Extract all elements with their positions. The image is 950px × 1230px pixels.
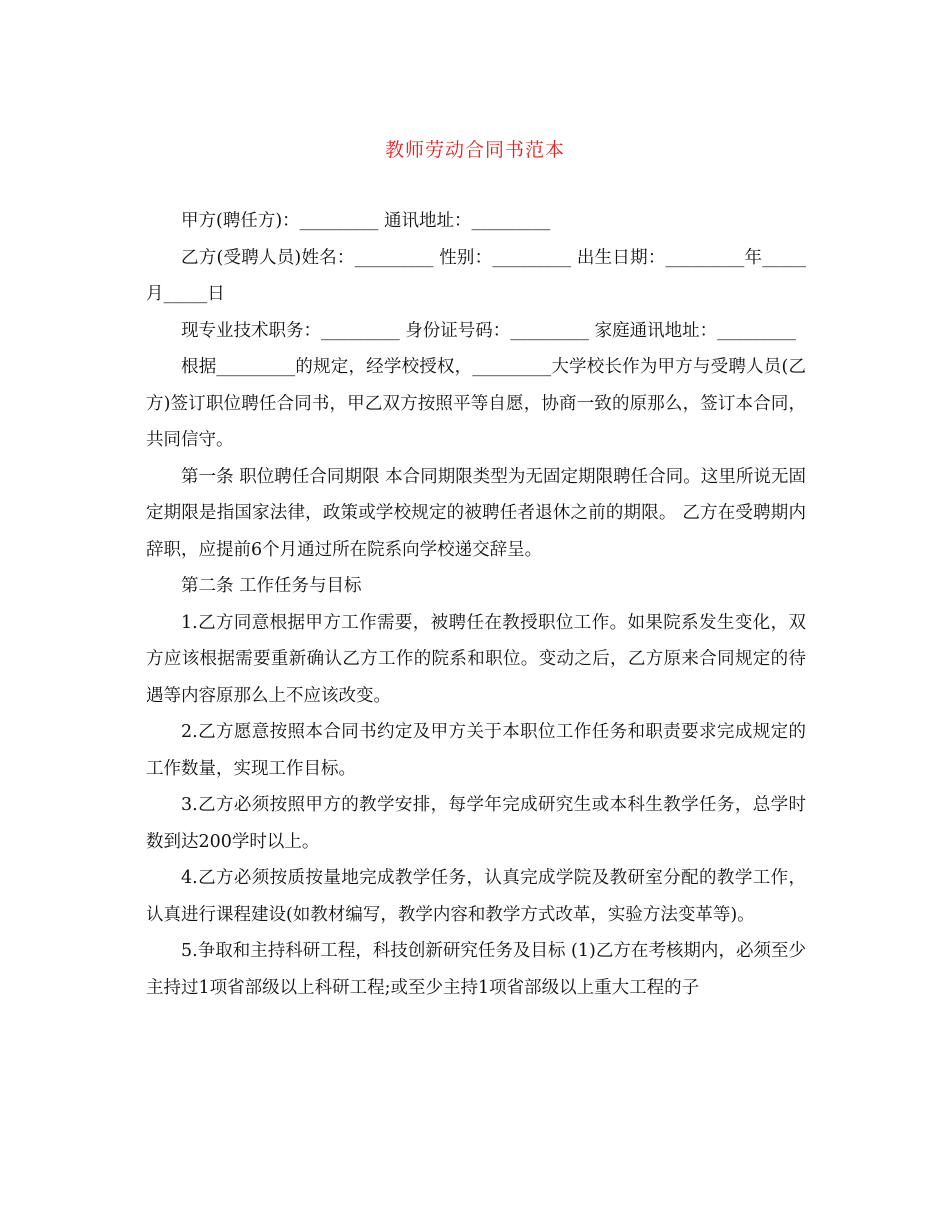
clause-5-paragraph: 5.争取和主持科研工程，科技创新研究任务及目标 (1)乙方在考核期内，必须至少主持过1项省部级以上科研工程;或至少主持1项省部级以上重大工程的子 [146,941,806,998]
clause-1-paragraph: 1.乙方同意根据甲方工作需要，被聘任在教授职位工作。如果院系发生变化，双方应该根据需要重新确认乙方工作的院系和职位。变动之后，乙方原来合同规定的待遇等内容原那么上不应该改变。 [146,612,806,706]
clause-4-paragraph: 4.乙方必须按质按量地完成教学任务，认真完成学院及教研室分配的教学工作，认真进行课程建设(如教材编写，教学内容和教学方式改革，实验方法变革等)。 [146,868,806,925]
party-a-line: 甲方(聘任方)：_________ 通讯地址：_________ [181,211,551,231]
document-title: 教师劳动合同书范本 [384,139,565,161]
preamble-paragraph: 根据_________的规定，经学校授权，_________大学校长作为甲方与受聘人员(乙方)签订职位聘任合同书，甲乙双方按照平等自愿，协商一致的原那么，签订本合同，共同信守。 [146,357,806,450]
clause-2-paragraph: 2.乙方愿意按照本合同书约定及甲方关于本职位工作任务和职责要求完成规定的工作数量，实现工作目标。 [146,722,806,779]
document-body [146,203,806,1006]
article-1-paragraph: 第一条 职位聘任合同期限 本合同期限类型为无固定期限聘任合同。这里所说无固定期限是指国家法律，政策或学校规定的被聘任者退休之前的期限。 乙方在受聘期内辞职，应提前6个月通过所在院系向学校递交辞呈。 [146,466,806,560]
clause-3-paragraph: 3.乙方必须按照甲方的教学安排，每学年完成研究生或本科生教学任务，总学时数到达200学时以上。 [146,795,806,852]
party-b-title-line: 现专业技术职务：_________ 身份证号码：_________ 家庭通讯地址：_________ [181,320,796,341]
article-2-heading: 第二条 工作任务与目标 [181,576,362,596]
party-b-line: 乙方(受聘人员)姓名：_________ 性别：_________ 出生日期：_________年_____月_____日 [146,247,806,304]
